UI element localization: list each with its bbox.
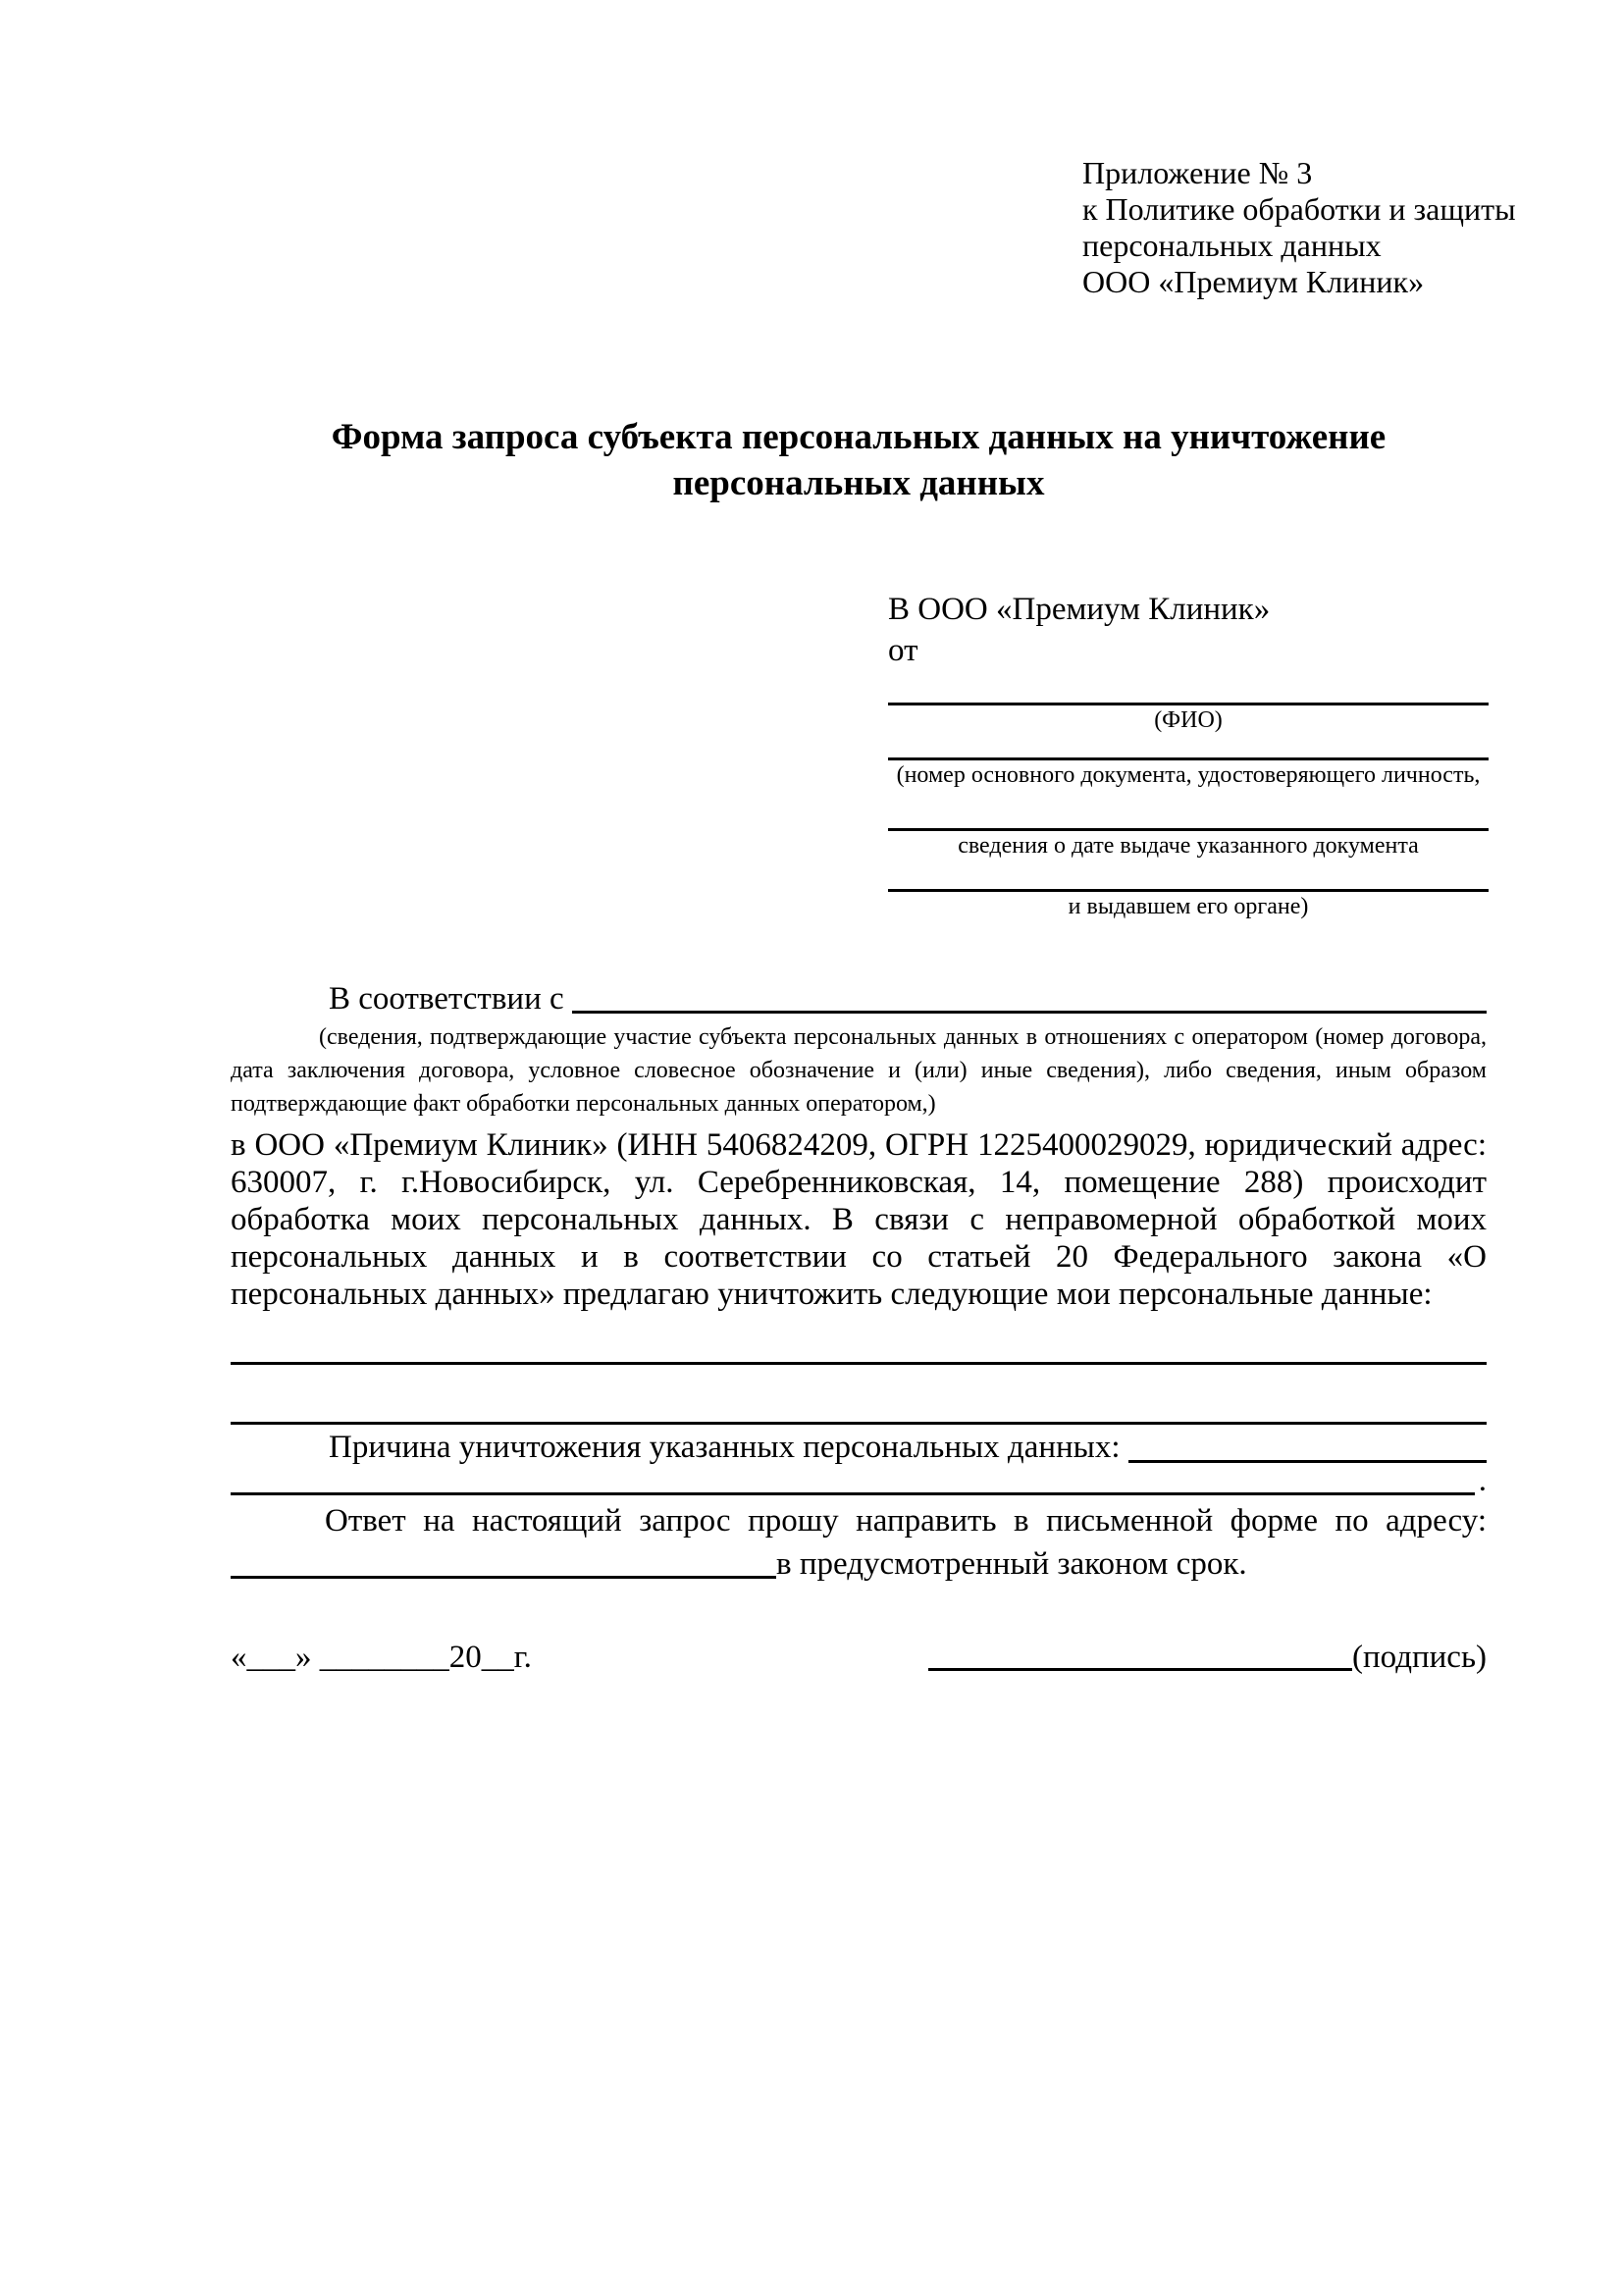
signature-blank-line — [928, 1668, 1352, 1671]
fio-field — [888, 671, 1489, 734]
addressee-block — [888, 589, 1489, 920]
document-issuer-blank-line — [888, 860, 1489, 892]
accordance-line — [231, 977, 1487, 1020]
document-date-blank-line — [888, 789, 1489, 831]
accordance-lead: В соответствии с — [329, 981, 564, 1017]
signature-field — [928, 1637, 1487, 1678]
reason-line — [231, 1425, 1487, 1470]
document-issuer-caption: и выдавшем его органе) — [1068, 894, 1309, 919]
reason-line-period: . — [1478, 1463, 1487, 1498]
fio-caption: (ФИО) — [1154, 707, 1223, 733]
answer-address-line — [231, 1542, 1487, 1586]
address-blank-line — [231, 1542, 776, 1579]
appendix-line: к Политике обработки и защиты — [1082, 191, 1516, 227]
document-number-field — [888, 734, 1489, 789]
appendix-note — [1082, 0, 1516, 300]
addressee-to: В ООО «Премиум Клиник» — [888, 592, 1271, 627]
document-number-blank-line — [888, 734, 1489, 760]
reason-blank-line — [1128, 1425, 1487, 1463]
accordance-blank-line — [572, 977, 1487, 1014]
appendix-line: Приложение № 3 — [1082, 155, 1313, 190]
date-blank: «___» ________20__г. — [231, 1640, 532, 1675]
signature-caption: (подпись) — [1352, 1640, 1487, 1675]
document-number-caption: (номер основного документа, удостоверяющего личность, — [896, 762, 1481, 788]
appendix-line: ООО «Премиум Клиник» — [1082, 264, 1425, 299]
addressee-from: от — [888, 633, 918, 668]
document-date-field — [888, 789, 1489, 860]
fio-blank-line — [888, 671, 1489, 705]
accordance-footnote: (сведения, подтверждающие участие субъекта персональных данных в отношениях с оператором (номер договора, дата заключения договора, условное словесное обозначение и (или) иные сведения), либо сведения, иным образом подтверждающие факт обработки персональных данных оператором,) — [231, 1024, 1487, 1117]
page-title: Форма запроса субъекта персональных данных на уничтожение персональных данных — [331, 417, 1387, 503]
data-blank-line-1 — [231, 1313, 1487, 1365]
main-paragraph: в ООО «Премиум Клиник» (ИНН 5406824209, ОГРН 1225400029029, юридический адрес: 630007, г. г.Новосибирск, ул. Серебренниковская, 14, помещение 288) происходит обработка моих персональных данных. В связи с неправомерной обработкой моих персональных данных и в соответствии со статьей 20 Федерального закона «О персональных данных» предлагаю уничтожить следующие мои персональные данные: — [231, 1127, 1487, 1312]
reason-lead: Причина уничтожения указанных персональных данных: — [329, 1430, 1121, 1465]
document-issuer-field — [888, 860, 1489, 920]
reason-blank-line-2 — [231, 1463, 1487, 1498]
date-signature-row — [231, 1637, 1487, 1678]
answer-paragraph: Ответ на настоящий запрос прошу направить в письменной форме по адресу: — [325, 1503, 1487, 1539]
document-date-caption: сведения о дате выдаче указанного документа — [958, 833, 1419, 859]
answer-tail: в предусмотренный законом срок. — [776, 1546, 1247, 1582]
reason-blank-line-2-rule — [231, 1492, 1475, 1495]
data-blank-line-2 — [231, 1365, 1487, 1425]
appendix-line: персональных данных — [1082, 228, 1382, 263]
